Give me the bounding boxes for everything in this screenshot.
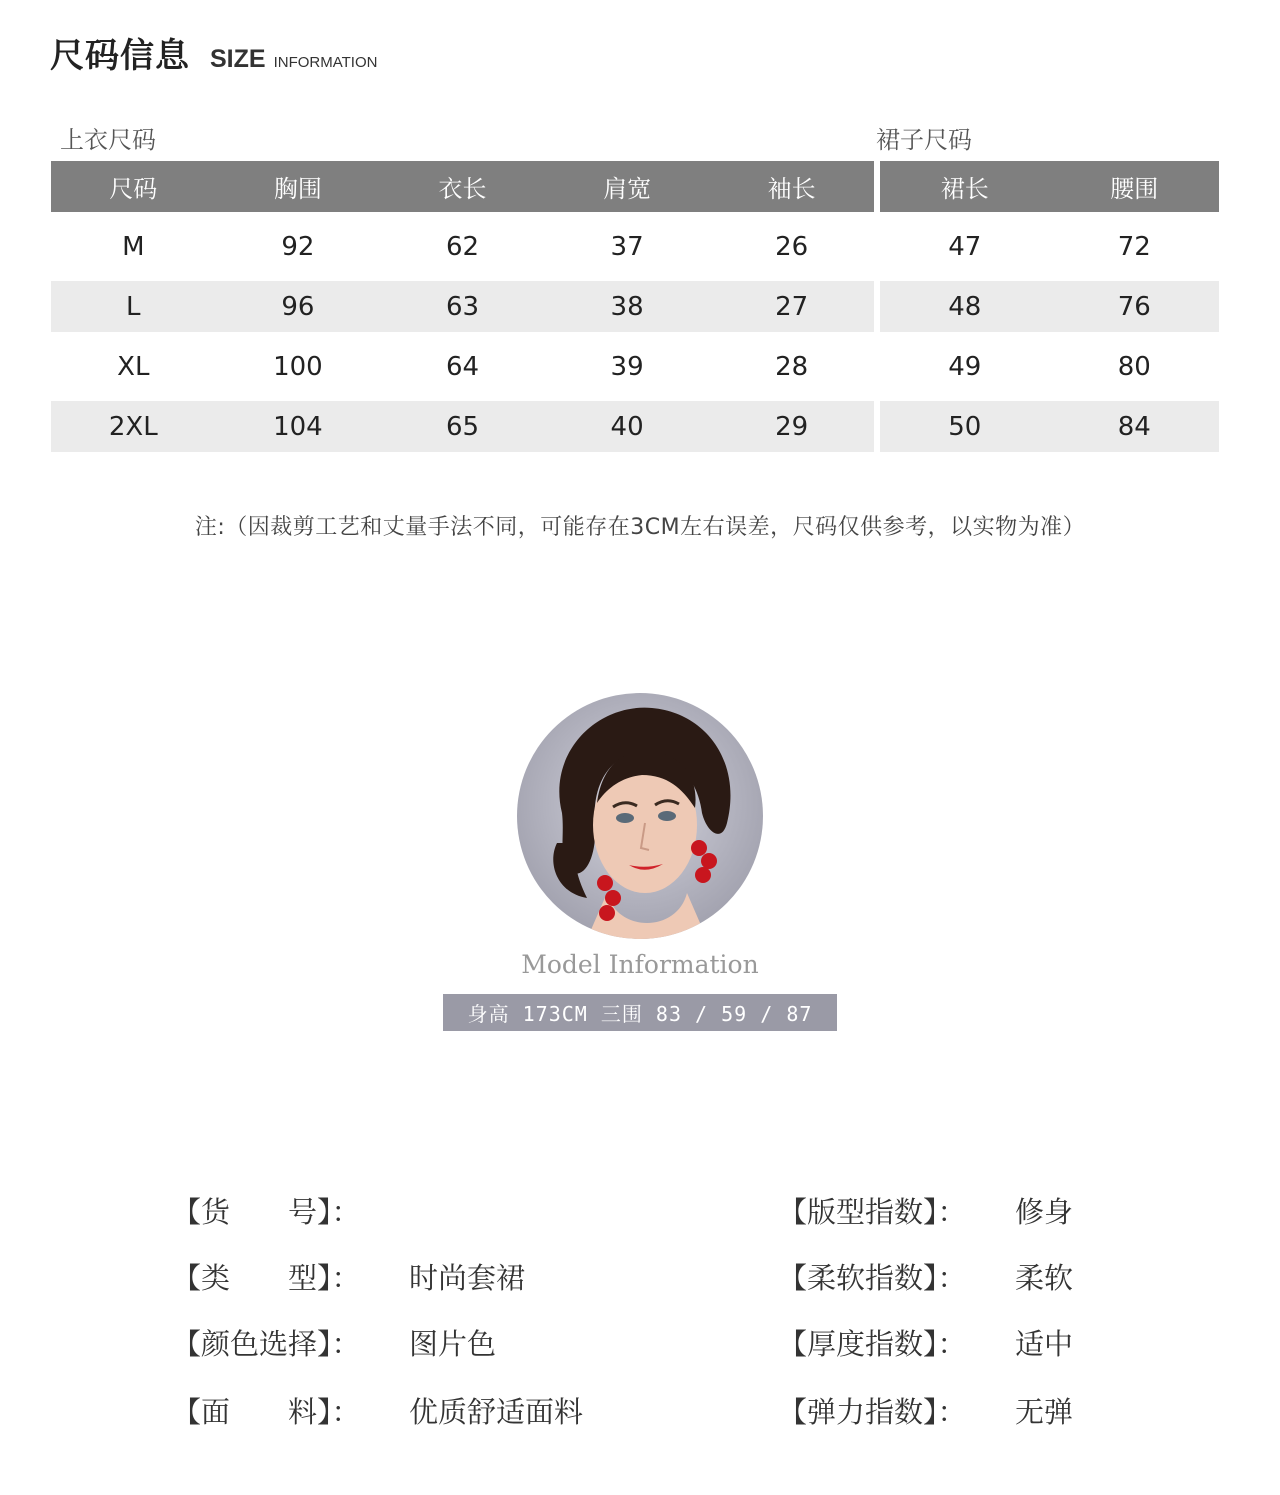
header-cell: 肩宽 xyxy=(603,175,652,203)
spec-row xyxy=(172,1322,497,1362)
table-cell: 62 xyxy=(445,231,480,262)
spec-key: 【货 号】： xyxy=(172,1194,361,1229)
table-header-row xyxy=(880,161,1219,212)
table-cell: 100 xyxy=(273,351,323,382)
table-cell: 80 xyxy=(1117,351,1151,382)
spec-value: 修身 xyxy=(1015,1194,1074,1229)
size-cell: XL xyxy=(117,351,150,382)
table-cell: 28 xyxy=(775,351,809,382)
table-header-row xyxy=(51,161,874,212)
table-cell: 64 xyxy=(445,351,480,382)
table-cell: 38 xyxy=(610,291,644,322)
table-cell: 65 xyxy=(445,411,480,442)
spec-value: 柔软 xyxy=(1015,1260,1074,1295)
size-cell: L xyxy=(126,291,141,322)
size-note: 注:（因裁剪工艺和丈量手法不同，可能存在3CM左右误差，尺码仅供参考，以实物为准） xyxy=(194,515,1086,540)
table-cell: 104 xyxy=(273,411,323,442)
table-row xyxy=(880,281,1219,332)
table-cell: 48 xyxy=(948,291,982,322)
table-cell: 49 xyxy=(948,351,982,382)
page-header xyxy=(50,28,377,77)
table-row xyxy=(880,401,1219,452)
model-stats: 身高 173CM 三围 83 / 59 / 87 xyxy=(467,1002,813,1026)
spec-value: 优质舒适面料 xyxy=(409,1394,584,1429)
table-cell: 76 xyxy=(1117,291,1151,322)
table-cell: 29 xyxy=(775,411,809,442)
table-row xyxy=(880,221,1219,272)
header-cell: 胸围 xyxy=(273,175,322,203)
top-size-label: 上衣尺码 xyxy=(60,126,156,154)
spec-value: 图片色 xyxy=(409,1326,497,1361)
table-cell: 26 xyxy=(775,231,809,262)
spec-key: 【厚度指数】： xyxy=(778,1326,967,1361)
table-cell: 84 xyxy=(1117,411,1151,442)
spec-key: 【颜色选择】： xyxy=(172,1326,361,1361)
header-cell: 腰围 xyxy=(1110,175,1159,203)
spec-row xyxy=(172,1190,361,1230)
model-info-title: Model Information xyxy=(521,950,759,979)
spec-key: 【柔软指数】： xyxy=(778,1260,967,1295)
spec-row xyxy=(778,1322,1074,1362)
spec-key: 【类 型】： xyxy=(172,1260,361,1295)
table-cell: 72 xyxy=(1117,231,1151,262)
spec-row xyxy=(778,1190,1074,1230)
spec-value: 适中 xyxy=(1015,1326,1074,1361)
table-cell: 92 xyxy=(281,231,315,262)
table-row xyxy=(51,221,874,272)
table-cell: 37 xyxy=(610,231,644,262)
spec-value: 时尚套裙 xyxy=(409,1260,526,1295)
table-row xyxy=(880,341,1219,392)
header-cell: 尺码 xyxy=(109,175,158,203)
spec-row xyxy=(778,1390,1074,1430)
header-cell: 袖长 xyxy=(767,175,816,203)
table-row xyxy=(51,341,874,392)
spec-key: 【弹力指数】： xyxy=(778,1394,967,1429)
table-row xyxy=(51,401,874,452)
header-cell: 裙长 xyxy=(940,175,989,203)
table-cell: 47 xyxy=(948,231,982,262)
title-en: SIZE xyxy=(210,45,266,73)
spec-value: 无弹 xyxy=(1015,1394,1074,1429)
spec-row xyxy=(778,1256,1074,1296)
spec-key: 【版型指数】： xyxy=(778,1194,967,1229)
header-cell: 衣长 xyxy=(438,175,487,203)
table-cell: 50 xyxy=(948,411,982,442)
table-cell: 63 xyxy=(445,291,480,322)
model-stats-bar xyxy=(443,994,837,1031)
table-cell: 27 xyxy=(775,291,809,322)
skirt-size-label: 裙子尺码 xyxy=(876,126,972,154)
top-size-table xyxy=(51,161,874,461)
table-cell: 39 xyxy=(610,351,644,382)
table-cell: 96 xyxy=(281,291,315,322)
size-cell: 2XL xyxy=(108,411,158,442)
table-row xyxy=(51,281,874,332)
size-cell: M xyxy=(122,231,145,262)
table-cell: 40 xyxy=(610,411,644,442)
spec-row xyxy=(172,1256,526,1296)
title-en-small: INFORMATION xyxy=(273,54,378,71)
model-portrait xyxy=(517,693,763,939)
skirt-size-table xyxy=(880,161,1219,461)
spec-row xyxy=(172,1390,584,1430)
spec-key: 【面 料】： xyxy=(172,1394,361,1429)
title-cn: 尺码信息 xyxy=(50,36,190,76)
